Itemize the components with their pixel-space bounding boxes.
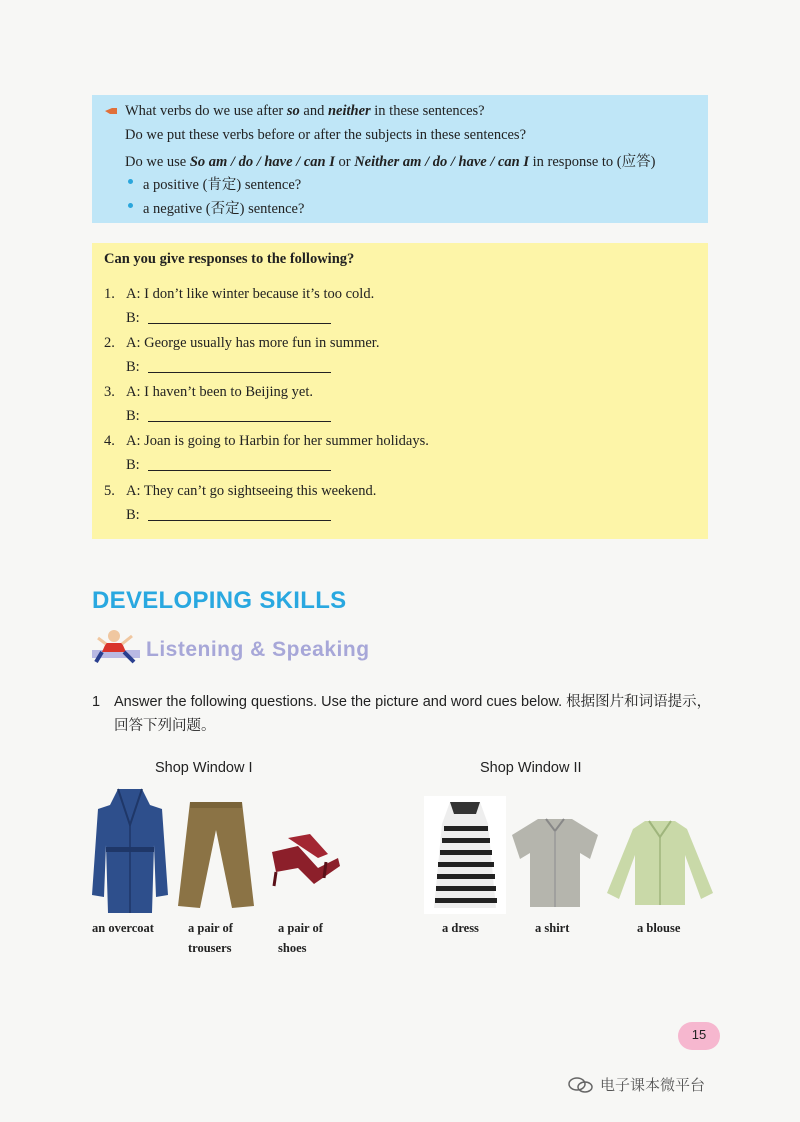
exercise-prompt: A: I haven’t been to Beijing yet. — [126, 384, 313, 400]
exercise-number: 3. — [104, 384, 115, 400]
page-number: 15 — [678, 1022, 720, 1050]
grammar-bullet-negative: a negative (否定) sentence? — [143, 201, 305, 217]
exercise-prompt: A: I don’t like winter because it’s too cold. — [126, 286, 375, 302]
section-title: DEVELOPING SKILLS — [92, 587, 347, 614]
exercise-response-label: B: — [126, 310, 140, 326]
bullet-icon — [128, 179, 133, 184]
instruction-text: Answer the following questions. Use the picture and word cues below. 根据图片和词语提示，回答下列问题。 — [114, 694, 712, 734]
exercise-response-label: B: — [126, 457, 140, 473]
exercise-prompt: A: George usually has more fun in summer. — [126, 335, 380, 351]
exercise-response-label: B: — [126, 408, 140, 424]
exercise-number: 4. — [104, 433, 115, 449]
shirt-image — [510, 815, 600, 910]
watermark-text: 电子课本微平台 — [600, 1076, 706, 1094]
exercise-prompt: A: They can’t go sightseeing this weekend. — [126, 483, 377, 499]
item-label-dress: a dress — [442, 921, 479, 935]
grammar-question-3: Do we use So am / do / have / can I or Neither am / do / have / can I in response to (应答) — [125, 154, 656, 170]
blouse-image — [605, 815, 715, 910]
exercise-title: Can you give responses to the following? — [104, 251, 355, 267]
subsection-header — [92, 628, 392, 670]
shoes-image — [268, 828, 343, 888]
exercise-response-label: B: — [126, 507, 140, 523]
grammar-bullet-positive: a positive (肯定) sentence? — [143, 177, 302, 193]
exercise-number: 5. — [104, 483, 115, 499]
exercise-number: 2. — [104, 335, 115, 351]
overcoat-image — [90, 785, 170, 915]
dress-image — [424, 796, 506, 914]
grammar-question-2: Do we put these verbs before or after the subjects in these sentences? — [125, 127, 527, 143]
wechat-icon — [568, 1076, 594, 1094]
trousers-image — [176, 800, 256, 910]
answer-blank[interactable] — [148, 456, 331, 471]
item-label-blouse: a blouse — [637, 921, 681, 935]
answer-blank[interactable] — [148, 309, 331, 324]
item-label-trousers: a pair of trousers — [188, 921, 233, 955]
exercise-number: 1. — [104, 286, 115, 302]
answer-blank[interactable] — [148, 358, 331, 373]
exercise-box — [92, 243, 708, 539]
pointing-hand-icon — [104, 105, 118, 117]
item-label-shirt: a shirt — [535, 921, 570, 935]
item-label-shoes: a pair of shoes — [278, 921, 323, 955]
instruction-number: 1 — [92, 694, 101, 710]
subsection-title: Listening & Speaking — [146, 638, 370, 661]
shop-window-2-title: Shop Window II — [480, 760, 582, 776]
answer-blank[interactable] — [148, 506, 331, 521]
answer-blank[interactable] — [148, 407, 331, 422]
item-label-overcoat: an overcoat — [92, 921, 154, 935]
grammar-question-1: What verbs do we use after so and neither in these sentences? — [125, 103, 485, 119]
grammar-question-box — [92, 95, 708, 223]
bullet-icon — [128, 203, 133, 208]
shop-window-1-title: Shop Window I — [155, 760, 253, 776]
exercise-prompt: A: Joan is going to Harbin for her summer holidays. — [126, 433, 429, 449]
running-figure-icon — [92, 628, 142, 668]
exercise-response-label: B: — [126, 359, 140, 375]
